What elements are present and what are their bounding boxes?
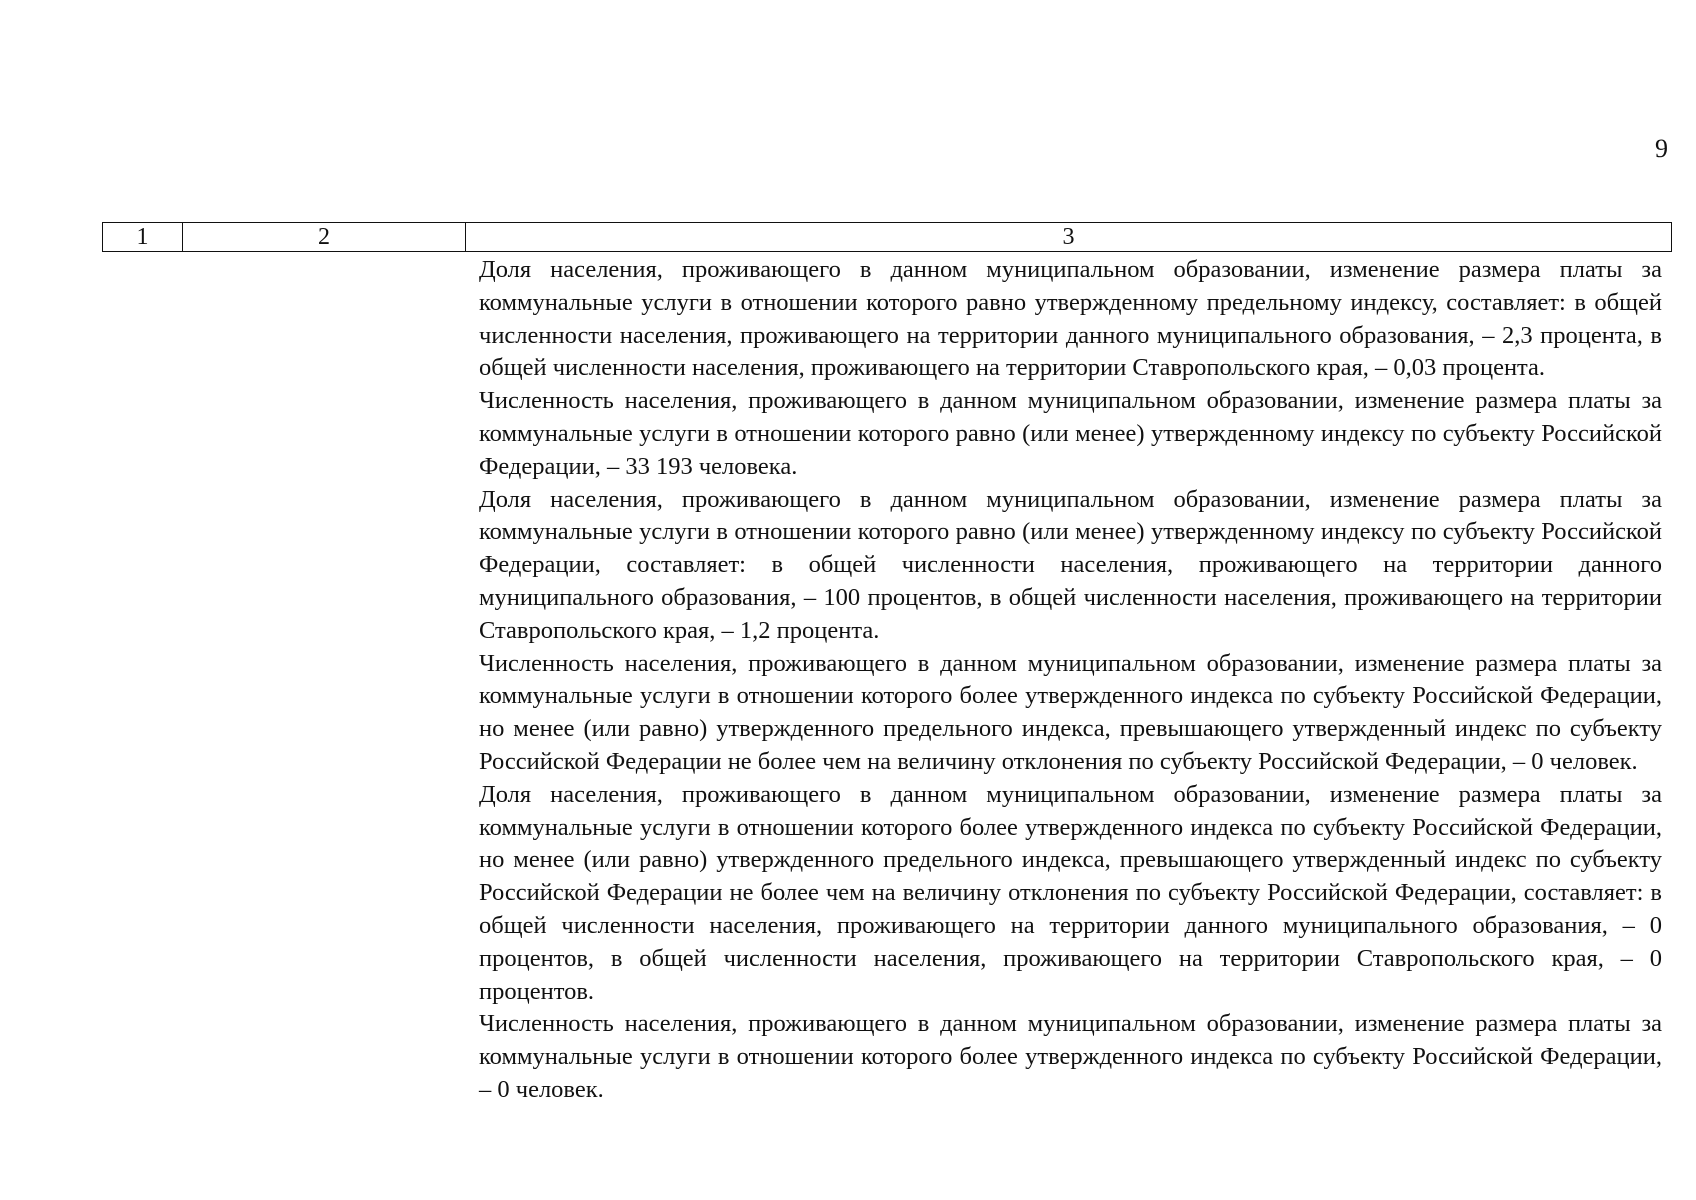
column-number-2: 2 — [183, 223, 466, 252]
paragraph-share-equal-or-less-index: Доля населения, проживающего в данном муниципальном образовании, изменение размера платы за коммунальные услуги в отношении которого равно (или менее) утвержденному индексу по субъекту Российской Федерации, составляет: в общей численности населения, проживающего на территории данного муниципального образования, – 100 процентов, в общей численности населения, проживающего на территории Ставропольского края, – 1,2 процента. — [479, 485, 1662, 644]
paragraph-count-above-index-within-deviation: Численность населения, проживающего в данном муниципальном образовании, изменение размера платы за коммунальные услуги в отношении которого более утвержденного индекса по субъекту Российской Федерации, но менее (или равно) утвержденного предельного индекса, превышающего утвержденный индекс по субъекту Российской Федерации не более чем на величину отклонения по субъекту Российской Федерации, – 0 человек. — [479, 649, 1662, 775]
page-number: 9 — [1655, 134, 1668, 163]
column-3-content — [479, 254, 1662, 1107]
table-header-row — [103, 223, 1672, 252]
table-header — [102, 222, 1672, 252]
paragraph-share-above-index-within-deviation: Доля населения, проживающего в данном муниципальном образовании, изменение размера платы за коммунальные услуги в отношении которого более утвержденного индекса по субъекту Российской Федерации, но менее (или равно) утвержденного предельного индекса, превышающего утвержденный индекс по субъекту Российской Федерации не более чем на величину отклонения по субъекту Российской Федерации, составляет: в общей численности населения, проживающего на территории данного муниципального образования, – 0 процентов, в общей численности населения, проживающего на территории Ставропольского края, – 0 процентов. — [479, 780, 1662, 1005]
paragraph-share-equal-max-index: Доля населения, проживающего в данном муниципальном образовании, изменение размера платы за коммунальные услуги в отношении которого равно утвержденному предельному индексу, составляет: в общей численности населения, проживающего на территории данного муниципального образования, – 2,3 процента, в общей численности населения, проживающего на территории Ставропольского края, – 0,03 процента. — [479, 256, 1662, 382]
paragraph-count-above-index: Численность населения, проживающего в данном муниципальном образовании, изменение размера платы за коммунальные услуги в отношении которого более утвержденного индекса по субъекту Российской Федерации, – 0 человек. — [479, 1010, 1662, 1103]
column-number-3: 3 — [466, 223, 1672, 252]
paragraph-count-equal-or-less-index: Численность населения, проживающего в данном муниципальном образовании, изменение размера платы за коммунальные услуги в отношении которого равно (или менее) утвержденному индексу по субъекту Российской Федерации, – 33 193 человека. — [479, 387, 1662, 480]
column-number-1: 1 — [103, 223, 183, 252]
